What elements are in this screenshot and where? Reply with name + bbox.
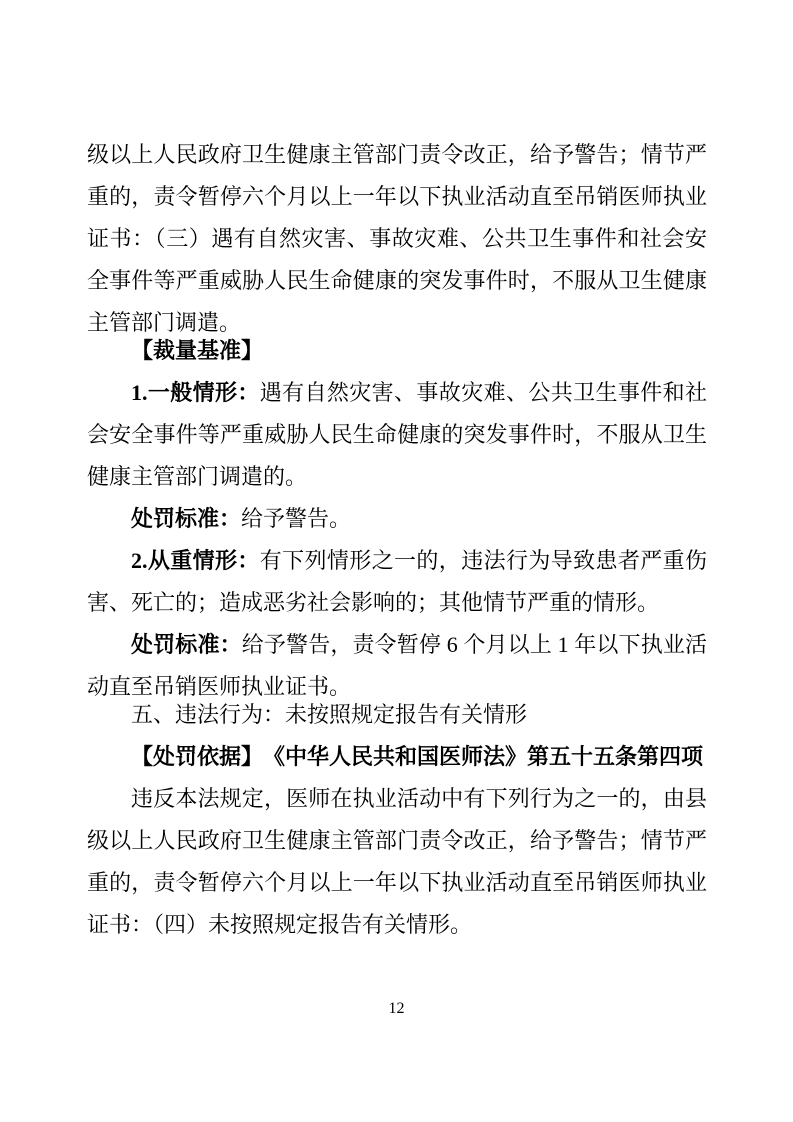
text-run-bold: 【处罚依据】 《中华人民共和国医师法》第五十五条第四项 [131,744,704,769]
text-run-bold: 1.一般情形： [131,380,260,405]
para-penalty-standard-1 [87,498,707,540]
text-run-bold: 2.从重情形： [131,548,260,573]
page-content [87,134,707,946]
para-general-circumstance [87,372,707,498]
text-run: 级以上人民政府卫生健康主管部门责令改正，给予警告；情节严重的，责令暂停六个月以上一年以下执业活动直至吊销医师执业证书：（三）遇有自然灾害、事故灾难、公共卫生事件和社会安全事件等严重威胁人民生命健康的突发事件时，不服从卫生健康主管部门调遣。 [87,142,707,335]
text-run: 有下列情形之一的，违法行为导致患者严重伤害、死亡的；造成恶劣社会影响的；其他情节严重的情形。 [87,548,707,615]
text-run: 遇有自然灾害、事故灾难、公共卫生事件和社会安全事件等严重威胁人民生命健康的突发事件时，不服从卫生健康主管部门调遣的。 [87,380,707,489]
text-run-bold: 【裁量基准】 [131,338,264,363]
text-run: 五、违法行为：未按照规定报告有关情形 [131,702,528,727]
text-run: 给予警告，责令暂停 6 个月以上 1 年以下执业活动直至吊销医师执业证书。 [87,632,707,699]
para-continuation [87,134,707,344]
text-run-bold: 处罚标准： [131,506,242,531]
text-run-bold: 处罚标准： [131,632,242,657]
para-law-text [87,778,707,946]
heading-penalty-basis [87,736,707,778]
text-run: 给予警告。 [241,506,352,531]
page-number: 12 [388,1000,405,1017]
para-violation-act [87,694,707,736]
para-aggravating-circumstance [87,540,707,624]
text-run: 违反本法规定，医师在执业活动中有下列行为之一的，由县级以上人民政府卫生健康主管部门责令改正，给予警告；情节严重的，责令暂停六个月以上一年以下执业活动直至吊销医师执业证书：（四）未按照规定报告有关情形。 [87,786,707,937]
heading-discretion-basis [87,330,707,372]
